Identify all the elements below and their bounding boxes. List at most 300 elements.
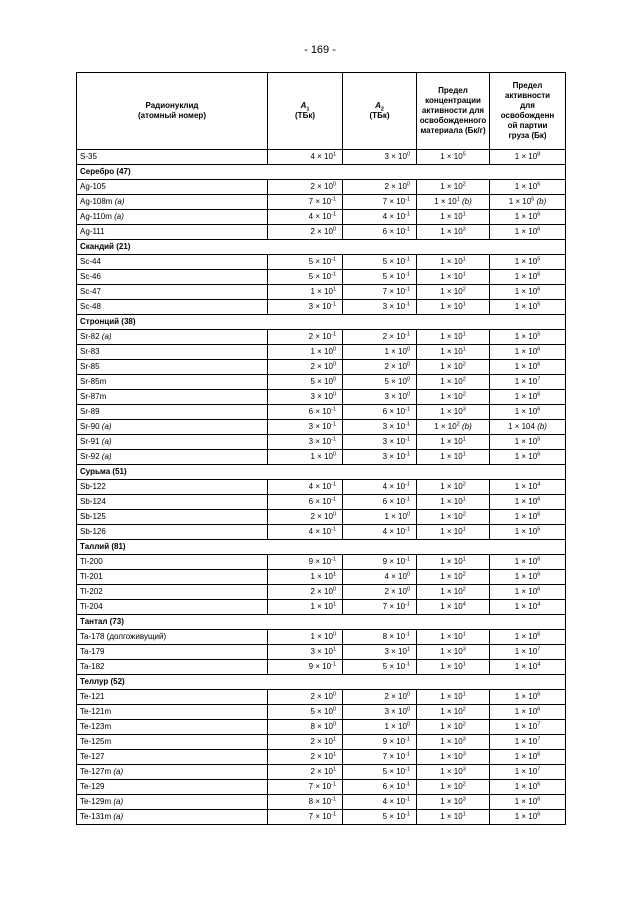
concentration-cell: $1 \times 10^1$: [417, 330, 490, 345]
exponent: -1: [405, 796, 410, 803]
radionuclide-table: [76, 72, 566, 825]
exponent: 6: [537, 556, 541, 563]
activity-cell: $1 \times 10^4$: [490, 480, 566, 495]
footnote-mark: (a): [113, 797, 124, 806]
exponent: -1: [331, 406, 336, 413]
a1-cell: $7 \times 10^{-1}$: [268, 195, 343, 210]
exponent: 1: [462, 301, 466, 308]
concentration-cell: $1 \times 10^2$: [417, 285, 490, 300]
table-row: [77, 390, 566, 405]
exponent: 1: [332, 286, 336, 293]
nuclide-cell: Tl-202: [77, 585, 268, 600]
table-row: [77, 285, 566, 300]
exponent: -1: [405, 451, 410, 458]
header-subscript: 1: [306, 106, 310, 113]
activity-cell: $1 \times 10^6$: [490, 270, 566, 285]
exponent: 1: [332, 601, 336, 608]
exponent: 5: [462, 151, 466, 158]
exponent: 6: [537, 346, 541, 353]
a2-cell: $1 \times 10^0$: [343, 345, 417, 360]
a2-cell: $6 \times 10^{-1}$: [343, 495, 417, 510]
activity-cell: 1 × 104 (b): [490, 420, 566, 435]
table-row: [77, 195, 566, 210]
a2-cell: $4 \times 10^{-1}$: [343, 480, 417, 495]
table-row: [77, 690, 566, 705]
concentration-cell: $1 \times 10^2$: [417, 390, 490, 405]
table-row: [77, 750, 566, 765]
exponent: 1: [462, 451, 466, 458]
a2-cell: $6 \times 10^{-1}$: [343, 405, 417, 420]
activity-cell: $1 \times 10^6$: [490, 345, 566, 360]
nuclide-cell: Sb-126: [77, 525, 268, 540]
footnote-mark: (a): [101, 437, 112, 446]
nuclide-cell: Ta-182: [77, 660, 268, 675]
table-row: [77, 570, 566, 585]
header-a1: [268, 73, 343, 150]
concentration-cell: $1 \times 10^2$: [417, 510, 490, 525]
activity-cell: $1 \times 10^6$: [490, 690, 566, 705]
a1-cell: $2 \times 10^0$: [268, 180, 343, 195]
exponent: 0: [332, 451, 336, 458]
footnote-mark: (b): [461, 197, 472, 206]
exponent: 1: [462, 496, 466, 503]
exponent: -1: [405, 226, 410, 233]
nuclide-cell: Ag-110m (a): [77, 210, 268, 225]
header-activity-limit: [490, 73, 566, 150]
header-activity-limit-line: освобожденн: [500, 111, 555, 120]
header-activity-limit-line: груза (Бк): [508, 131, 547, 140]
exponent: 3: [462, 226, 466, 233]
activity-cell: $1 \times 10^6$: [490, 360, 566, 375]
concentration-cell: $1 \times 10^1$: [417, 270, 490, 285]
exponent: 6: [537, 571, 541, 578]
exponent: 7: [537, 376, 541, 383]
concentration-cell: $1 \times 10^3$: [417, 750, 490, 765]
exponent: 0: [406, 361, 410, 368]
exponent: 6: [537, 781, 541, 788]
activity-cell: $1 \times 10^6$ (b): [490, 195, 566, 210]
exponent: 5: [537, 301, 541, 308]
table-row: [77, 510, 566, 525]
exponent: 6: [537, 451, 541, 458]
table-row: [77, 360, 566, 375]
exponent: 1: [332, 766, 336, 773]
exponent: 3: [462, 736, 466, 743]
activity-cell: $1 \times 10^7$: [490, 645, 566, 660]
exponent: 1: [462, 331, 466, 338]
a1-cell: $1 \times 10^1$: [268, 285, 343, 300]
exponent: 1: [462, 811, 466, 818]
concentration-cell: $1 \times 10^1$: [417, 555, 490, 570]
exponent: 1: [332, 571, 336, 578]
exponent: 1: [462, 211, 466, 218]
exponent: 1: [332, 751, 336, 758]
a1-cell: $3 \times 10^0$: [268, 390, 343, 405]
exponent: 8: [537, 151, 541, 158]
nuclide-cell: Sr-82 (a): [77, 330, 268, 345]
exponent: 2: [462, 181, 466, 188]
a1-cell: $4 \times 10^1$: [268, 150, 343, 165]
exponent: -1: [331, 661, 336, 668]
table-group-row: [77, 675, 566, 690]
a2-cell: $1 \times 10^0$: [343, 720, 417, 735]
exponent: -1: [331, 811, 336, 818]
table-row: [77, 210, 566, 225]
activity-cell: $1 \times 10^5$: [490, 300, 566, 315]
activity-cell: $1 \times 10^5$: [490, 255, 566, 270]
exponent: -1: [405, 271, 410, 278]
header-symbol: A: [375, 101, 381, 110]
footnote-mark: (a): [113, 767, 124, 776]
exponent: 7: [537, 736, 541, 743]
exponent: 5: [537, 331, 541, 338]
header-radionuclide-line: (атомный номер): [138, 111, 206, 120]
a1-cell: $5 \times 10^{-1}$: [268, 270, 343, 285]
header-a2: [343, 73, 417, 150]
exponent: 2: [462, 286, 466, 293]
a2-cell: $5 \times 10^{-1}$: [343, 270, 417, 285]
concentration-cell: $1 \times 10^2$: [417, 585, 490, 600]
activity-cell: $1 \times 10^6$: [490, 210, 566, 225]
header-concentration-limit-line: материала (Бк/г): [420, 126, 486, 135]
activity-cell: $1 \times 10^7$: [490, 735, 566, 750]
exponent: 0: [406, 571, 410, 578]
exponent: 1: [462, 271, 466, 278]
table-group-row: [77, 315, 566, 330]
a2-cell: $3 \times 10^{-1}$: [343, 435, 417, 450]
exponent: -1: [405, 766, 410, 773]
table-row: [77, 525, 566, 540]
nuclide-cell: Sr-91 (a): [77, 435, 268, 450]
concentration-cell: $1 \times 10^3$: [417, 735, 490, 750]
activity-cell: $1 \times 10^7$: [490, 765, 566, 780]
a2-cell: $7 \times 10^{-1}$: [343, 195, 417, 210]
nuclide-cell: Sc-47: [77, 285, 268, 300]
table-group-row: [77, 540, 566, 555]
exponent: 2: [462, 706, 466, 713]
a1-cell: $3 \times 10^1$: [268, 645, 343, 660]
exponent: 5: [537, 526, 541, 533]
table-row: [77, 450, 566, 465]
exponent: 1: [462, 526, 466, 533]
exponent: 6: [537, 391, 541, 398]
nuclide-cell: Tl-204: [77, 600, 268, 615]
a2-cell: $2 \times 10^0$: [343, 690, 417, 705]
table-row: [77, 405, 566, 420]
nuclide-cell: Sc-44: [77, 255, 268, 270]
nuclide-cell: Sb-125: [77, 510, 268, 525]
table-row: [77, 585, 566, 600]
exponent: -1: [405, 556, 410, 563]
a1-cell: $2 \times 10^1$: [268, 750, 343, 765]
table-row: [77, 300, 566, 315]
nuclide-cell: Te-129m (a): [77, 795, 268, 810]
a1-cell: $2 \times 10^0$: [268, 585, 343, 600]
exponent: 2: [462, 376, 466, 383]
exponent: -1: [405, 331, 410, 338]
exponent: -1: [405, 661, 410, 668]
a1-cell: $2 \times 10^1$: [268, 735, 343, 750]
concentration-cell: $1 \times 10^1$: [417, 345, 490, 360]
exponent: -1: [331, 271, 336, 278]
exponent: -1: [331, 481, 336, 488]
header-radionuclide: [77, 73, 268, 150]
header-activity-limit-line: Предел: [512, 81, 543, 90]
table-row: [77, 600, 566, 615]
exponent: 6: [537, 286, 541, 293]
a2-cell: $9 \times 10^{-1}$: [343, 735, 417, 750]
a2-cell: $3 \times 10^0$: [343, 705, 417, 720]
nuclide-cell: Te-121m: [77, 705, 268, 720]
a2-cell: $3 \times 10^{-1}$: [343, 300, 417, 315]
exponent: 2: [462, 781, 466, 788]
header-unit: (ТБк): [295, 111, 315, 120]
footnote-mark: (a): [114, 212, 124, 221]
a1-cell: $9 \times 10^{-1}$: [268, 660, 343, 675]
exponent: 0: [406, 346, 410, 353]
nuclide-cell: Te-121: [77, 690, 268, 705]
nuclide-cell: Tl-200: [77, 555, 268, 570]
a2-cell: $2 \times 10^0$: [343, 360, 417, 375]
activity-cell: $1 \times 10^5$: [490, 525, 566, 540]
exponent: 3: [462, 751, 466, 758]
exponent: 2: [462, 586, 466, 593]
a1-cell: $3 \times 10^{-1}$: [268, 435, 343, 450]
nuclide-cell: Ag-105: [77, 180, 268, 195]
table-row: [77, 480, 566, 495]
table-group-row: [77, 165, 566, 180]
exponent: 0: [332, 226, 336, 233]
nuclide-cell: Ag-108m (a): [77, 195, 268, 210]
concentration-cell: $1 \times 10^1$: [417, 255, 490, 270]
exponent: -1: [405, 811, 410, 818]
a1-cell: $4 \times 10^{-1}$: [268, 480, 343, 495]
table-row: [77, 180, 566, 195]
a1-cell: $4 \times 10^{-1}$: [268, 210, 343, 225]
a2-cell: $9 \times 10^{-1}$: [343, 555, 417, 570]
a2-cell: $6 \times 10^{-1}$: [343, 780, 417, 795]
activity-cell: $1 \times 10^6$: [490, 795, 566, 810]
activity-cell: $1 \times 10^6$: [490, 705, 566, 720]
exponent: -1: [405, 406, 410, 413]
a1-cell: $7 \times 10^{-1}$: [268, 780, 343, 795]
exponent: 1: [462, 631, 466, 638]
a2-cell: $4 \times 10^{-1}$: [343, 210, 417, 225]
a1-cell: $5 \times 10^{-1}$: [268, 255, 343, 270]
exponent: 0: [332, 706, 336, 713]
exponent: -1: [405, 751, 410, 758]
nuclide-cell: Ag-111: [77, 225, 268, 240]
nuclide-cell: Te-127: [77, 750, 268, 765]
concentration-cell: $1 \times 10^1$: [417, 690, 490, 705]
header-concentration-limit-line: освобожденного: [419, 116, 487, 125]
exponent: 6: [537, 586, 541, 593]
concentration-cell: $1 \times 10^2$: [417, 480, 490, 495]
exponent: 2: [462, 391, 466, 398]
concentration-cell: $1 \times 10^2$: [417, 705, 490, 720]
exponent: 4: [537, 601, 541, 608]
exponent: 0: [406, 721, 410, 728]
exponent: -1: [405, 736, 410, 743]
exponent: -1: [405, 781, 410, 788]
table-row: [77, 765, 566, 780]
concentration-cell: $1 \times 10^3$: [417, 765, 490, 780]
exponent: 1: [332, 151, 336, 158]
header-symbol: A: [300, 101, 307, 110]
exponent: 6: [537, 496, 541, 503]
nuclide-cell: Te-125m: [77, 735, 268, 750]
activity-cell: $1 \times 10^5$: [490, 330, 566, 345]
concentration-cell: $1 \times 10^2$: [417, 720, 490, 735]
concentration-cell: $1 \times 10^1$: [417, 435, 490, 450]
exponent: 0: [406, 706, 410, 713]
concentration-cell: $1 \times 10^3$: [417, 795, 490, 810]
footnote-mark: (a): [101, 452, 112, 461]
table-row: [77, 795, 566, 810]
exponent: 0: [406, 391, 410, 398]
activity-cell: $1 \times 10^4$: [490, 660, 566, 675]
nuclide-cell: Te-129: [77, 780, 268, 795]
exponent: 7: [537, 721, 541, 728]
exponent: 7: [537, 766, 541, 773]
table-row: [77, 270, 566, 285]
a2-cell: $7 \times 10^{-1}$: [343, 285, 417, 300]
exponent: 1: [462, 556, 466, 563]
footnote-mark: (a): [101, 332, 112, 341]
a2-cell: $3 \times 10^1$: [343, 645, 417, 660]
exponent: -1: [405, 601, 410, 608]
activity-cell: $1 \times 10^8$: [490, 150, 566, 165]
exponent: 0: [406, 376, 410, 383]
a2-cell: $3 \times 10^{-1}$: [343, 420, 417, 435]
group-label: Серебро (47): [77, 165, 566, 180]
a1-cell: $2 \times 10^1$: [268, 765, 343, 780]
nuclide-cell: S-35: [77, 150, 268, 165]
a2-cell: $2 \times 10^0$: [343, 180, 417, 195]
concentration-cell: $1 \times 10^2$: [417, 375, 490, 390]
concentration-cell: $1 \times 10^3$: [417, 225, 490, 240]
header-concentration-limit-line: активности для: [421, 106, 485, 115]
exponent: 1: [332, 736, 336, 743]
exponent: -1: [405, 436, 410, 443]
concentration-cell: $1 \times 10^1$: [417, 810, 490, 825]
exponent: 1: [462, 661, 466, 668]
exponent: 0: [332, 181, 336, 188]
nuclide-cell: Te-127m (a): [77, 765, 268, 780]
table-row: [77, 735, 566, 750]
exponent: 4: [537, 661, 541, 668]
exponent: 6: [531, 196, 535, 203]
nuclide-cell: Sc-48: [77, 300, 268, 315]
exponent: 6: [537, 691, 541, 698]
activity-cell: $1 \times 10^6$: [490, 405, 566, 420]
exponent: 5: [537, 256, 541, 263]
concentration-cell: $1 \times 10^2$: [417, 570, 490, 585]
table-row: [77, 375, 566, 390]
exponent: 0: [406, 511, 410, 518]
nuclide-cell: Sr-87m: [77, 390, 268, 405]
activity-cell: $1 \times 10^6$: [490, 570, 566, 585]
exponent: 6: [537, 226, 541, 233]
nuclide-cell: Sr-89: [77, 405, 268, 420]
exponent: 0: [332, 346, 336, 353]
table-group-row: [77, 240, 566, 255]
concentration-cell: $1 \times 10^2$ (b): [417, 420, 490, 435]
activity-cell: $1 \times 10^7$: [490, 375, 566, 390]
exponent: 2: [462, 511, 466, 518]
page-number: - 169 -: [304, 44, 336, 56]
nuclide-cell: Sr-90 (a): [77, 420, 268, 435]
exponent: -1: [405, 631, 410, 638]
exponent: 0: [406, 151, 410, 158]
exponent: 0: [332, 631, 336, 638]
table-row: [77, 345, 566, 360]
nuclide-cell: Sr-92 (a): [77, 450, 268, 465]
a2-cell: $4 \times 10^0$: [343, 570, 417, 585]
nuclide-cell: Sb-122: [77, 480, 268, 495]
nuclide-cell: Sr-85: [77, 360, 268, 375]
a1-cell: $3 \times 10^{-1}$: [268, 300, 343, 315]
a2-cell: $2 \times 10^0$: [343, 585, 417, 600]
exponent: 6: [537, 406, 541, 413]
exponent: 4: [537, 481, 541, 488]
exponent: 6: [537, 796, 541, 803]
table-row: [77, 645, 566, 660]
exponent: 0: [332, 586, 336, 593]
exponent: 2: [456, 421, 460, 428]
a1-cell: $4 \times 10^{-1}$: [268, 525, 343, 540]
exponent: -1: [405, 301, 410, 308]
exponent: 2: [462, 721, 466, 728]
activity-cell: $1 \times 10^6$: [490, 180, 566, 195]
a1-cell: $6 \times 10^{-1}$: [268, 405, 343, 420]
concentration-cell: $1 \times 10^3$: [417, 405, 490, 420]
footnote-mark: (b): [461, 422, 472, 431]
a2-cell: $5 \times 10^{-1}$: [343, 810, 417, 825]
exponent: 6: [537, 271, 541, 278]
exponent: 5: [537, 436, 541, 443]
exponent: 0: [332, 691, 336, 698]
table-group-row: [77, 615, 566, 630]
header-concentration-limit-line: Предел: [438, 86, 468, 95]
activity-cell: $1 \times 10^6$: [490, 780, 566, 795]
group-label: Скандий (21): [77, 240, 566, 255]
a1-cell: $5 \times 10^0$: [268, 375, 343, 390]
exponent: 6: [537, 511, 541, 518]
concentration-cell: $1 \times 10^1$: [417, 210, 490, 225]
exponent: -1: [331, 256, 336, 263]
a1-cell: $1 \times 10^1$: [268, 570, 343, 585]
exponent: -1: [331, 526, 336, 533]
activity-cell: $1 \times 10^6$: [490, 495, 566, 510]
a1-cell: $1 \times 10^0$: [268, 345, 343, 360]
a2-cell: $1 \times 10^0$: [343, 510, 417, 525]
exponent: -1: [331, 331, 336, 338]
exponent: -1: [331, 211, 336, 218]
table-header-row: [77, 73, 566, 150]
concentration-cell: $1 \times 10^1$ (b): [417, 195, 490, 210]
header-subscript: 2: [380, 106, 384, 113]
a1-cell: $2 \times 10^0$: [268, 225, 343, 240]
table-row: [77, 720, 566, 735]
exponent: 4: [462, 601, 466, 608]
a1-cell: $8 \times 10^0$: [268, 720, 343, 735]
nuclide-cell: Te-123m: [77, 720, 268, 735]
exponent: -1: [331, 556, 336, 563]
table-row: [77, 435, 566, 450]
footnote-mark: (b): [537, 422, 547, 431]
header-activity-limit-line: для: [520, 101, 535, 110]
